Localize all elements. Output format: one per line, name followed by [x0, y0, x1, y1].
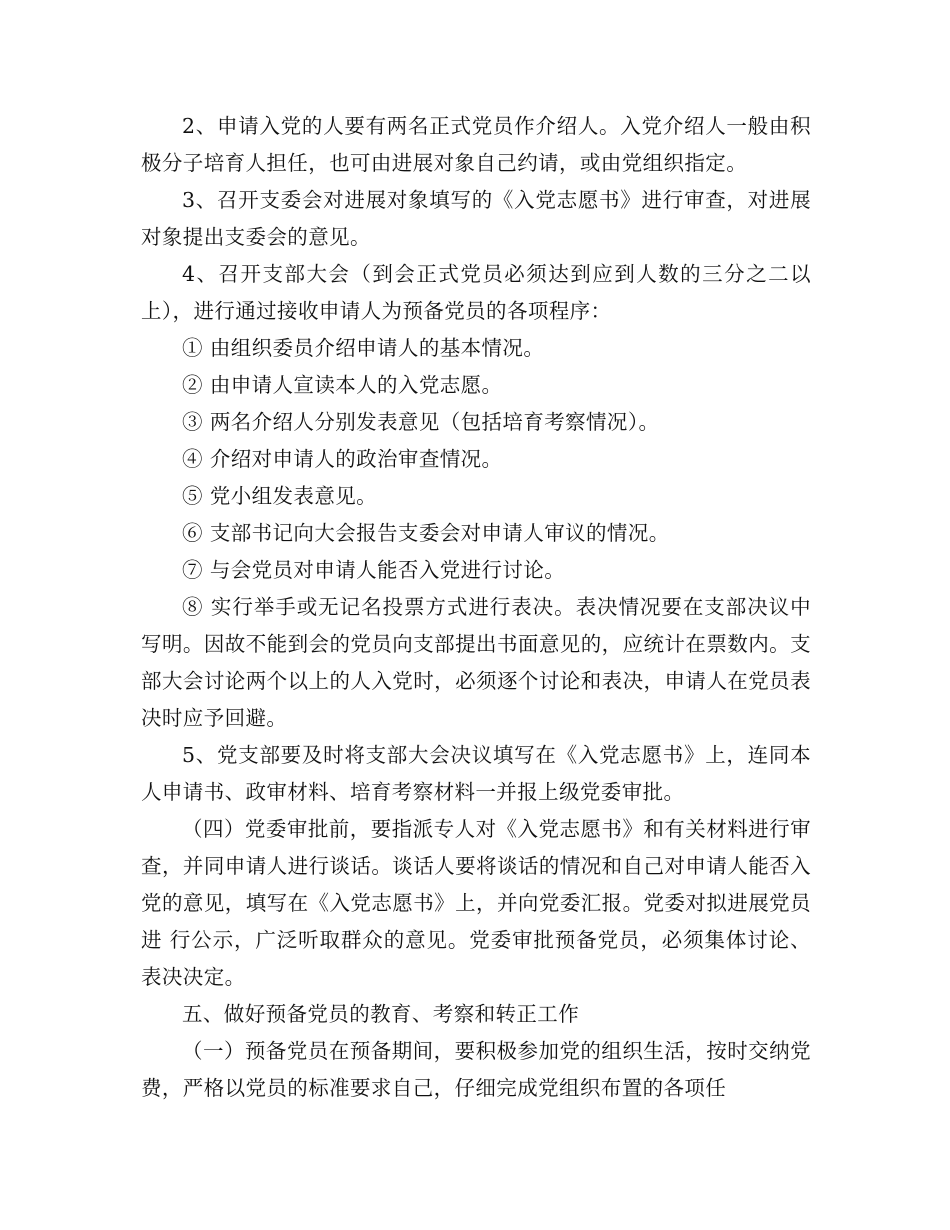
procedure-step-2: ② 由申请人宣读本人的入党志愿。	[182, 373, 503, 397]
paragraph-section-four: （四）党委审批前，要指派专人对《入党志愿书》和有关材料进行审查，并同申请人进行谈话。谈话人要将谈话的情况和自己对申请人能否入党的意见，填写在《入党志愿书》上，并向党委汇报。党委对拟进展党员进 行公示，广泛听取群众的意见。党委审批预备党员，必须集体讨论、表决决定。	[141, 817, 811, 989]
procedure-step-5: ⑤ 党小组发表意见。	[182, 484, 378, 508]
paragraph-item-2: 2、申请入党的人要有两名正式党员作介绍人。入党介绍人一般由积极分子培育人担任，也可由进展对象自己约请，或由党组织指定。	[141, 114, 811, 175]
procedure-step-8: ⑧ 实行举手或无记名投票方式进行表决。表决情况要在支部决议中写明。因故不能到会的党员向支部提出书面意见的，应统计在票数内。支部大会讨论两个以上的人入党时，必须逐个讨论和表决，申请人在党员表决时应予回避。	[141, 595, 811, 730]
procedure-step-3: ③ 两名介绍人分别发表意见（包括培育考察情况）。	[182, 410, 660, 434]
procedure-step-6: ⑥ 支部书记向大会报告支委会对申请人审议的情况。	[182, 521, 670, 545]
procedure-step-1: ① 由组织委员介绍申请人的基本情况。	[182, 336, 545, 360]
paragraph-item-5: 5、党支部要及时将支部大会决议填写在《入党志愿书》上，连同本人申请书、政审材料、培育考察材料一并报上级党委审批。	[141, 743, 811, 804]
paragraph-subsection-one: （一）预备党员在预备期间，要积极参加党的组织生活，按时交纳党费，严格以党员的标准要求自己，仔细完成党组织布置的各项任	[141, 1039, 811, 1100]
paragraph-item-3: 3、召开支委会对进展对象填写的《入党志愿书》进行审查，对进展对象提出支委会的意见。	[141, 188, 811, 249]
section-heading-five: 五、做好预备党员的教育、考察和转正工作	[182, 1002, 580, 1026]
procedure-step-4: ④ 介绍对申请人的政治审查情况。	[182, 447, 503, 471]
document-body	[141, 108, 811, 1107]
paragraph-item-4: 4、召开支部大会（到会正式党员必须达到应到人数的三分之二以上），进行通过接收申请人为预备党员的各项程序：	[141, 262, 811, 323]
procedure-step-7: ⑦ 与会党员对申请人能否入党进行讨论。	[182, 558, 566, 582]
